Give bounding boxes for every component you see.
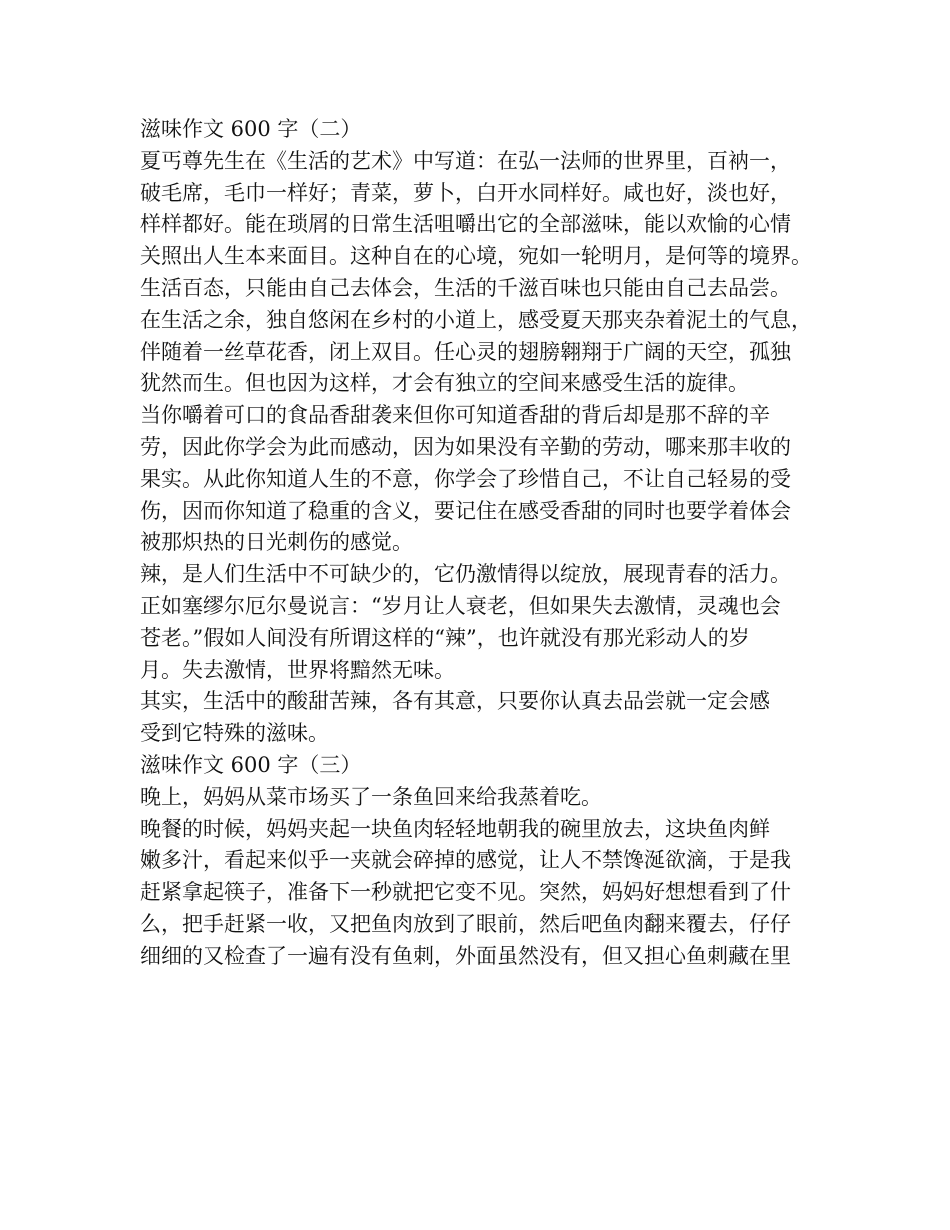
text-line: 赶紧拿起筷子，准备下一秒就把它变不见。突然，妈妈好想想看到了什	[140, 880, 791, 905]
essay-heading-2: 滋味作文 600 字（二）	[140, 117, 362, 141]
text-line: 其实，生活中的酸甜苦辣，各有其意，只要你认真去品尝就一定会感	[140, 689, 770, 714]
text-line: 嫩多汁，看起来似乎一夹就会碎掉的感觉，让人不禁馋涎欲滴，于是我	[140, 848, 791, 873]
text-line: 正如塞缪尔厄尔曼说言：“岁月让人衰老，但如果失去激情，灵魂也会	[140, 593, 781, 618]
text-line: 么，把手赶紧一收，又把鱼肉放到了眼前，然后吧鱼肉翻来覆去，仔仔	[140, 911, 791, 936]
text-line: 晚餐的时候，妈妈夹起一块鱼肉轻轻地朝我的碗里放去，这块鱼肉鲜	[140, 816, 770, 841]
text-line: 辣，是人们生活中不可缺少的，它仍激情得以绽放，展现青春的活力。	[140, 562, 791, 587]
text-line: 生活百态，只能由自己去体会，生活的千滋百味也只能由自己去品尝。	[140, 275, 791, 300]
text-line: 犹然而生。但也因为这样，才会有独立的空间来感受生活的旋律。	[140, 371, 749, 396]
essay-text	[140, 114, 840, 973]
text-line: 被那炽热的日光刺伤的感觉。	[140, 530, 413, 555]
text-line: 在生活之余，独自悠闲在乡村的小道上，感受夏天那夹杂着泥土的气息，	[140, 307, 812, 332]
text-line: 劳，因此你学会为此而感动，因为如果没有辛勤的劳动，哪来那丰收的	[140, 434, 791, 459]
text-line: 伤，因而你知道了稳重的含义，要记住在感受香甜的同时也要学着体会	[140, 498, 791, 523]
text-line: 关照出人生本来面目。这种自在的心境，宛如一轮明月，是何等的境界。	[140, 244, 812, 269]
text-line: 当你嚼着可口的食品香甜袭来但你可知道香甜的背后却是那不辞的辛	[140, 403, 770, 428]
text-line: 破毛席，毛巾一样好；青菜，萝卜，白开水同样好。咸也好，淡也好，	[140, 180, 791, 205]
text-line: 月。失去激情，世界将黯然无味。	[140, 657, 455, 682]
text-line: 受到它特殊的滋味。	[140, 721, 329, 746]
text-line: 苍老。”假如人间没有所谓这样的“辣”，也许就没有那光彩动人的岁	[140, 625, 750, 650]
text-line: 夏丐尊先生在《生活的艺术》中写道：在弘一法师的世界里，百衲一，	[140, 148, 791, 173]
text-line: 伴随着一丝草花香，闭上双目。任心灵的翅膀翱翔于广阔的天空，孤独	[140, 339, 791, 364]
text-line: 样样都好。能在琐屑的日常生活咀嚼出它的全部滋味，能以欢愉的心情	[140, 212, 791, 237]
text-line: 细细的又检查了一遍有没有鱼刺，外面虽然没有，但又担心鱼刺藏在里	[140, 943, 791, 968]
essay-heading-3: 滋味作文 600 字（三）	[140, 752, 362, 777]
text-line: 果实。从此你知道人生的不意，你学会了珍惜自己，不让自己轻易的受	[140, 466, 791, 491]
text-line: 晚上，妈妈从菜市场买了一条鱼回来给我蒸着吃。	[140, 784, 602, 809]
